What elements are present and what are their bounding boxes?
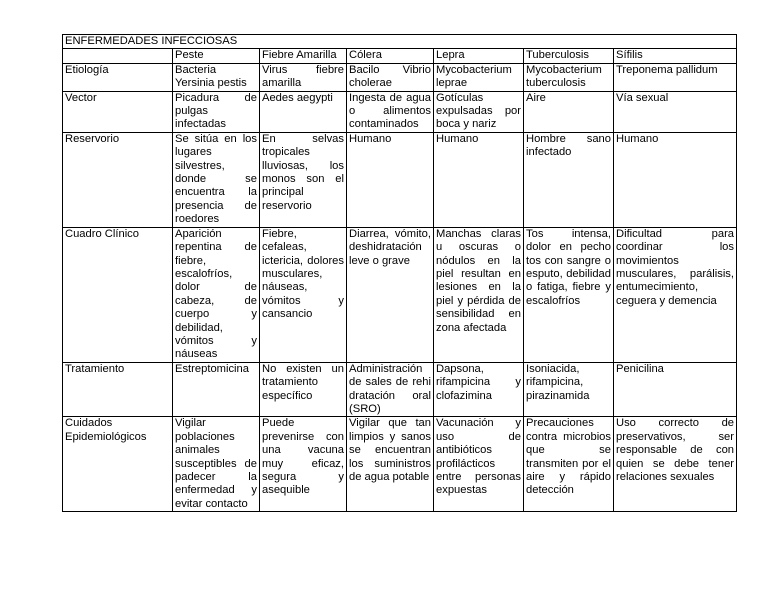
corner-cell [63,49,173,63]
table-row [63,63,737,91]
table-cell: Vigilar que tan limpios y sanos se encuentran los suministros de agua potable [347,417,434,512]
table-cell: Aire [524,91,614,132]
header-row [63,49,737,63]
table-cell: Fiebre, cefaleas, ictericia, dolores musculares, náuseas, vómitos y cansancio [260,227,347,362]
row-label-tratamiento: Tratamiento [63,362,173,417]
table-cell: Penicilina [614,362,737,417]
table-cell: Dificultad para coordinar los movimientos musculares, parálisis, entumecimiento, ceguera y demencia [614,227,737,362]
table-row [63,227,737,362]
table-cell: No existen un tratamiento específico [260,362,347,417]
table-cell: Bacilo Vibrio cholerae [347,63,434,91]
table-cell: Vigilar poblaciones animales susceptibles de padecer la enfermedad y evitar contacto [173,417,260,512]
table-cell: Dapsona, rifampicina y clofazimina [434,362,524,417]
header-lepra: Lepra [434,49,524,63]
table-cell: Vacunación y uso de antibióticos profilácticos entre personas expuestas [434,417,524,512]
table-cell: Vía sexual [614,91,737,132]
table-cell: Precauciones contra microbios que se transmiten por el aire y rápido detección [524,417,614,512]
row-label-reservorio: Reservorio [63,132,173,227]
table-cell: Aparición repentina de fiebre, escalofríos, dolor de cabeza, de cuerpo y debilidad, vómitos y náuseas [173,227,260,362]
table-cell: Uso correcto de preservativos, ser responsable de con quien se debe tener relaciones sexuales [614,417,737,512]
row-label-vector: Vector [63,91,173,132]
table-cell: En selvas tropicales lluviosas, los monos son el principal reservorio [260,132,347,227]
table-cell: Administración de sales de rehidratación oral (SRO) [347,362,434,417]
table-cell: Picadura de pulgas infectadas [173,91,260,132]
table-cell: Mycobacterium leprae [434,63,524,91]
table-cell: Humano [347,132,434,227]
table-title: ENFERMEDADES INFECCIOSAS [63,35,737,49]
table-cell: Puede prevenirse con una vacuna muy eficaz, segura y asequible [260,417,347,512]
table-row [63,362,737,417]
row-label-cuidados-epidemiologicos: Cuidados Epidemiológicos [63,417,173,512]
header-fiebre-amarilla: Fiebre Amarilla [260,49,347,63]
table-cell: Humano [614,132,737,227]
table-cell: Treponema pallidum [614,63,737,91]
table-cell: Gotículas expulsadas por boca y nariz [434,91,524,132]
header-sifilis: Sífilis [614,49,737,63]
table-row [63,417,737,512]
table-cell: Tos intensa, dolor en pecho tos con sangre o esputo, debilidad o fatiga, fiebre y escalofríos [524,227,614,362]
header-colera: Cólera [347,49,434,63]
table-cell: Ingesta de agua o alimentos contaminados [347,91,434,132]
table-cell: Aedes aegypti [260,91,347,132]
table-cell: Manchas claras u oscuras o nódulos en la piel resultan en lesiones en la piel y pérdida de sensibilidad en zona afectada [434,227,524,362]
table-cell: Se sitúa en los lugares silvestres, donde se encuentra la presencia de roedores [173,132,260,227]
table-cell: Humano [434,132,524,227]
table-cell: Diarrea, vómito, deshidratación leve o grave [347,227,434,362]
header-peste: Peste [173,49,260,63]
table-cell: Mycobacterium tuberculosis [524,63,614,91]
table-cell: Bacteria Yersinia pestis [173,63,260,91]
table-row [63,91,737,132]
table-cell: Hombre sano infectado [524,132,614,227]
table-cell: Isoniacida, rifampicina, pirazinamida [524,362,614,417]
table-cell: Virus fiebre amarilla [260,63,347,91]
table-cell: Estreptomicina [173,362,260,417]
title-row [63,35,737,49]
diseases-table [62,34,737,512]
header-tuberculosis: Tuberculosis [524,49,614,63]
row-label-cuadro-clinico: Cuadro Clínico [63,227,173,362]
table-row [63,132,737,227]
row-label-etiologia: Etiología [63,63,173,91]
